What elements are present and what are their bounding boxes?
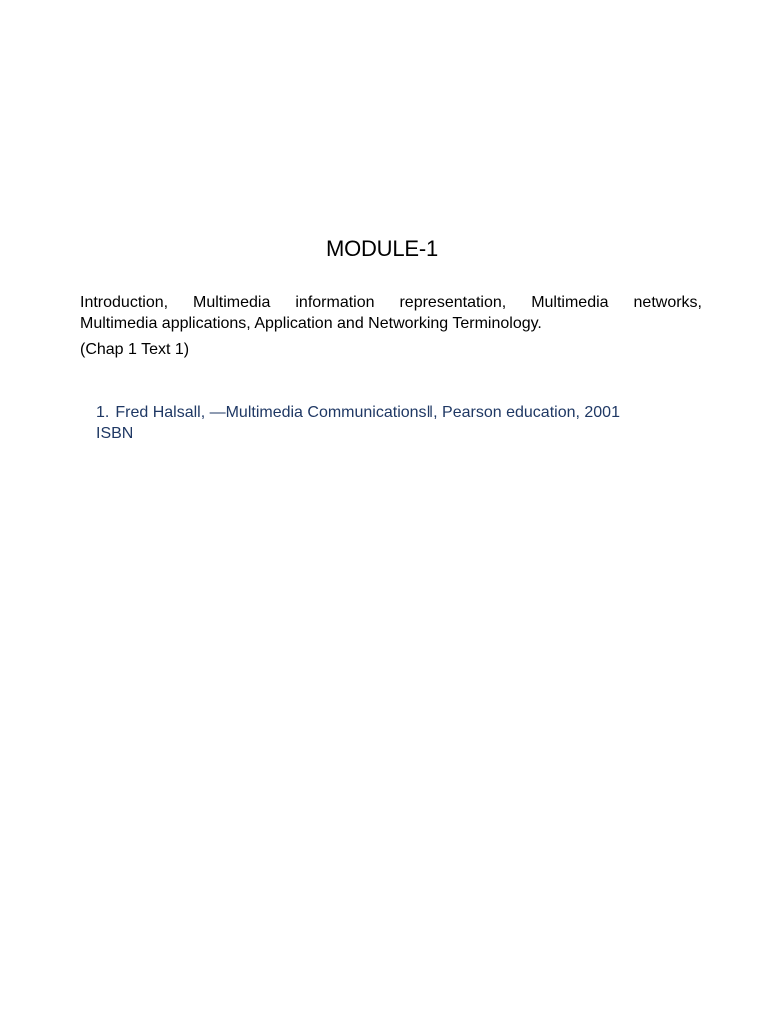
reference-line-2: ISBN bbox=[96, 425, 134, 442]
reference-text: Fred Halsall, —Multimedia Communications‖, Pearson education, 2001 bbox=[115, 404, 620, 421]
module-title: MODULE-1 bbox=[325, 236, 439, 261]
reference-list-item bbox=[96, 402, 696, 444]
module-description-line-1: Introduction, Multimedia information representation, Multimedia networks, bbox=[80, 294, 702, 311]
chapter-reference: (Chap 1 Text 1) bbox=[80, 341, 190, 358]
reference-number: 1. bbox=[96, 404, 110, 421]
module-description bbox=[80, 292, 702, 334]
reference-line-1 bbox=[96, 402, 696, 423]
module-description-line-2: Multimedia applications, Application and Networking Terminology. bbox=[80, 315, 542, 332]
